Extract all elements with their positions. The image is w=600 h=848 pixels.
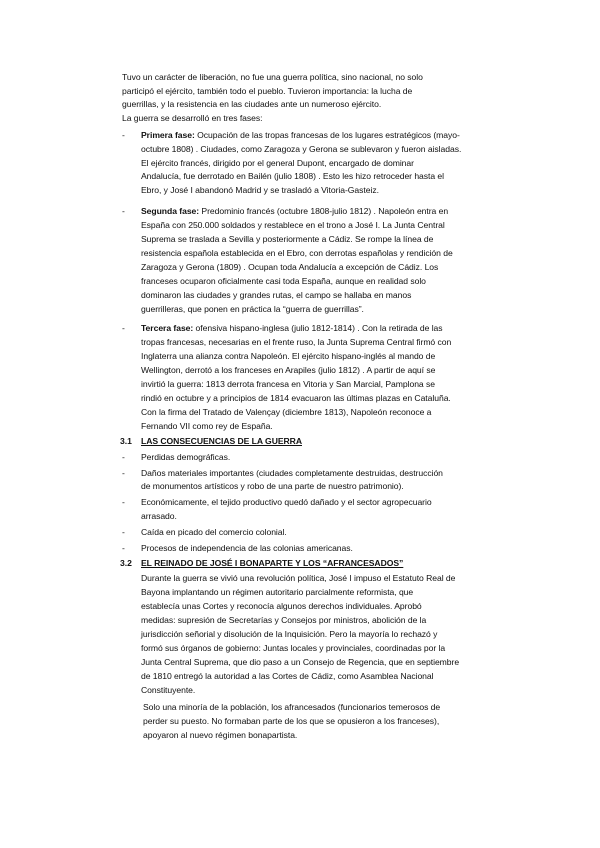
intro-line: Tuvo un carácter de liberación, no fue una guerra política, sino nacional, no solo	[122, 72, 423, 82]
phase-line: franceses ocuparon oficialmente casi toda España, aunque en realidad solo	[141, 276, 426, 286]
phase-line: tropas francesas, necesarias en el frente ruso, la Junta Suprema Central firmó con	[141, 337, 452, 347]
paragraph-line: de 1810 entregó la autoridad a las Cortes de Cádiz, como Asamblea Nacional	[141, 671, 434, 681]
paragraph-line: perder su puesto. No formaban parte de los que se opusieron a los franceses),	[143, 716, 440, 726]
paragraph-line: medidas: supresión de Secretarías y Consejos por ministros, abolición de la	[141, 615, 427, 625]
phase-title: Segunda fase:	[141, 206, 200, 216]
list-item: Daños materiales importantes (ciudades completamente destruidas, destrucción	[141, 468, 443, 478]
paragraph-line: Junta Central Suprema, que dio paso a un Consejo de Regencia, que en septiembre	[141, 657, 460, 667]
phase-title: Tercera fase:	[141, 323, 194, 333]
list-item: arrasado.	[141, 511, 177, 521]
phase-line: Wellington, derrotó a los franceses en Arapiles (julio 1812) . A partir de aquí se	[141, 365, 436, 375]
bullet-dash: -	[122, 206, 125, 216]
paragraph-line: Bayona implantando un régimen autoritario parcialmente reformista, que	[141, 587, 414, 597]
phase-line: Andalucía, fue derrotado en Bailén (julio 1808) . Esto les hizo retroceder hasta el	[141, 171, 445, 181]
paragraph-line: Durante la guerra se vivió una revolución política, José I impuso el Estatuto Real de	[141, 573, 456, 583]
phase-line: España con 250.000 soldados y restablece en el trono a José I. La Junta Central	[141, 220, 445, 230]
phase-first-line	[141, 323, 443, 334]
intro-line: La guerra se desarrolló en tres fases:	[122, 113, 263, 123]
list-item: Económicamente, el tejido productivo quedó dañado y el sector agropecuario	[141, 497, 432, 507]
section-title: EL REINADO DE JOSÉ I BONAPARTE Y LOS “AFRANCESADOS”	[141, 558, 404, 568]
bullet-dash: -	[122, 543, 125, 553]
section-title: LAS CONSECUENCIAS DE LA GUERRA	[141, 436, 302, 446]
phase-line: Fernando VII como rey de España.	[141, 421, 273, 431]
bullet-dash: -	[122, 497, 125, 507]
bullet-dash: -	[122, 527, 125, 537]
phase-text: Predominio francés (octubre 1808-julio 1812) . Napoleón entra en	[199, 206, 449, 216]
phase-line: dominaron las ciudades y grandes rutas, el campo se hallaba en manos	[141, 290, 412, 300]
intro-line: guerrillas, y la resistencia en las ciudades ante un numeroso ejército.	[122, 99, 382, 109]
paragraph-line: Constituyente.	[141, 685, 196, 695]
paragraph-line: formó sus órganos de gobierno: Juntas locales y provinciales, coordinadas por la	[141, 643, 446, 653]
paragraph-line: Solo una minoría de la población, los afrancesados (funcionarios temerosos de	[143, 702, 441, 712]
bullet-dash: -	[122, 130, 125, 140]
list-item: Perdidas demográficas.	[141, 452, 231, 462]
list-item: Caída en picado del comercio colonial.	[141, 527, 287, 537]
phase-line: guerrilleras, que ponen en práctica la “guerra de guerrillas”.	[141, 304, 364, 314]
intro-line: participó el ejército, también todo el pueblo. Tuvieron importancia: la lucha de	[122, 86, 413, 96]
phase-first-line	[141, 206, 448, 217]
phase-line: Ebro, y José I abandonó Madrid y se trasladó a Vitoria-Gasteiz.	[141, 185, 379, 195]
phase-line: El ejército francés, dirigido por el general Dupont, encargado de dominar	[141, 158, 414, 168]
paragraph-line: establecía unas Cortes y reconocía algunos derechos individuales. Aprobó	[141, 601, 422, 611]
bullet-dash: -	[122, 323, 125, 333]
phase-line: octubre 1808) . Ciudades, como Zaragoza y Gerona se sublevaron y fueron aisladas.	[141, 144, 462, 154]
phase-line: Con la firma del Tratado de Valençay (diciembre 1813), Napoleón reconoce a	[141, 407, 432, 417]
list-item: Procesos de independencia de las colonias americanas.	[141, 543, 353, 553]
phase-line: invirtió la guerra: 1813 derrota francesa en Vitoria y San Marcial, Pamplona se	[141, 379, 435, 389]
phase-line: Zaragoza y Gerona (1809) . Ocupan toda Andalucía a excepción de Cádiz. Los	[141, 262, 439, 272]
phase-first-line	[141, 130, 460, 141]
section-number: 3.1	[120, 436, 132, 446]
bullet-dash: -	[122, 452, 125, 462]
phase-line: Suprema se traslada a Sevilla y posteriormente a Cádiz. Se rompe la línea de	[141, 234, 434, 244]
bullet-dash: -	[122, 468, 125, 478]
phase-line: Inglaterra una alianza contra Napoleón. El ejército hispano-inglés al mando de	[141, 351, 436, 361]
paragraph-line: jurisdicción señorial y disolución de la Inquisición. Pero la mayoría lo rechazó y	[141, 629, 438, 639]
list-item: de monumentos artísticos y robo de una parte de nuestro patrimonio).	[141, 481, 404, 491]
section-number: 3.2	[120, 558, 132, 568]
phase-text: Ocupación de las tropas francesas de los lugares estratégicos (mayo-	[194, 130, 460, 140]
phase-title: Primera fase:	[141, 130, 195, 140]
phase-line: rindió en octubre y a principios de 1814 evacuaron las últimas plazas en Cataluña.	[141, 393, 451, 403]
paragraph-line: apoyaron al nuevo régimen bonapartista.	[143, 730, 298, 740]
phase-line: resistencia española establecida en el Ebro, con derrotas españolas y rendición de	[141, 248, 453, 258]
phase-text: ofensiva hispano-inglesa (julio 1812-1814) . Con la retirada de las	[193, 323, 443, 333]
